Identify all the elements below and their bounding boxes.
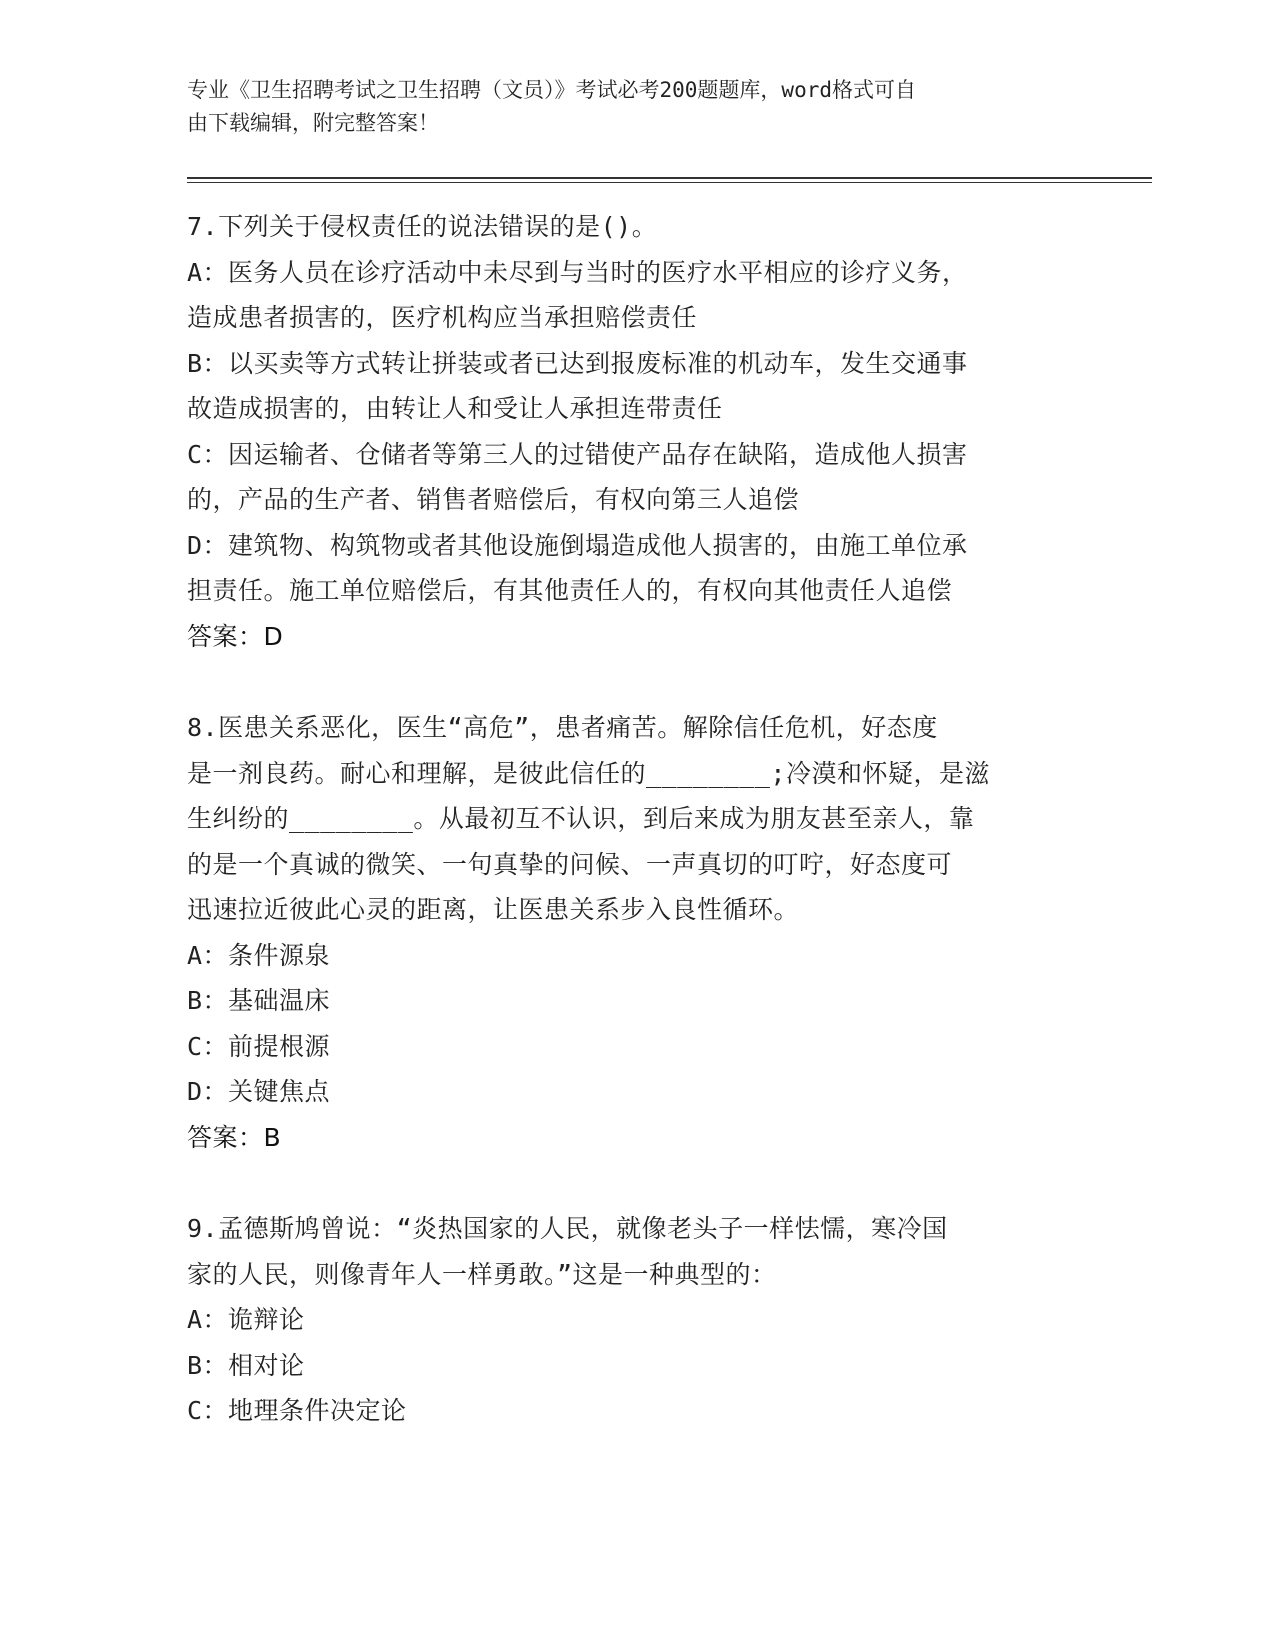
option-c-cont: 的，产品的生产者、销售者赔偿后，有权向第三人追偿 bbox=[187, 485, 800, 514]
question-stem: 7.下列关于侵权责任的说法错误的是()。 bbox=[187, 212, 658, 241]
answer: 答案：B bbox=[187, 1122, 282, 1152]
question-stem-cont: 迅速拉近彼此心灵的距离，让医患关系步入良性循环。 bbox=[187, 895, 800, 924]
option-c: C：前提根源 bbox=[187, 1031, 331, 1061]
option-b: B：基础温床 bbox=[187, 986, 331, 1015]
document-header bbox=[187, 74, 1087, 140]
option-c: C：因运输者、仓储者等第三人的过错使产品存在缺陷，造成他人损害 bbox=[187, 439, 968, 469]
question-stem-cont: 是一剂良药。耐心和理解，是彼此信任的________;冷漠和怀疑，是滋 bbox=[187, 758, 990, 788]
option-a-cont: 造成患者损害的，医疗机构应当承担赔偿责任 bbox=[187, 303, 698, 332]
option-a: A：诡辩论 bbox=[187, 1305, 305, 1334]
option-d-cont: 担责任。施工单位赔偿后，有其他责任人的，有权向其他责任人追偿 bbox=[187, 576, 953, 605]
option-b: B：以买卖等方式转让拼装或者已达到报废标准的机动车，发生交通事 bbox=[187, 348, 968, 378]
option-b: B：相对论 bbox=[187, 1350, 305, 1380]
question-9 bbox=[187, 1206, 1087, 1434]
question-stem: 9.孟德斯鸠曾说：“炎热国家的人民，就像老头子一样怯懦，寒冷国 bbox=[187, 1214, 948, 1243]
question-stem-cont: 生纠纷的________。从最初互不认识，到后来成为朋友甚至亲人，靠 bbox=[187, 804, 975, 833]
question-7 bbox=[187, 204, 1087, 659]
option-a: A：条件源泉 bbox=[187, 940, 331, 970]
header-divider-thin bbox=[187, 182, 1152, 183]
question-stem-cont: 家的人民，则像青年人一样勇敢。”这是一种典型的： bbox=[187, 1259, 777, 1289]
header-divider bbox=[187, 177, 1152, 179]
answer: 答案：D bbox=[187, 621, 284, 651]
question-stem-cont: 的是一个真诚的微笑、一句真挚的问候、一声真切的叮咛，好态度可 bbox=[187, 849, 953, 879]
header-line: 专业《卫生招聘考试之卫生招聘（文员）》考试必考200题题库，word格式可自 bbox=[187, 78, 916, 102]
question-stem: 8.医患关系恶化，医生“高危”，患者痛苦。解除信任危机，好态度 bbox=[187, 713, 938, 742]
question-8 bbox=[187, 705, 1087, 1160]
question-list bbox=[187, 204, 1087, 1434]
option-d: D：建筑物、构筑物或者其他设施倒塌造成他人损害的，由施工单位承 bbox=[187, 530, 968, 560]
option-b-cont: 故造成损害的，由转让人和受让人承担连带责任 bbox=[187, 394, 723, 423]
option-c: C：地理条件决定论 bbox=[187, 1396, 407, 1425]
header-line: 由下载编辑，附完整答案！ bbox=[187, 111, 439, 135]
option-d: D：关键焦点 bbox=[187, 1077, 331, 1106]
option-a: A：医务人员在诊疗活动中未尽到与当时的医疗水平相应的诊疗义务， bbox=[187, 257, 968, 287]
